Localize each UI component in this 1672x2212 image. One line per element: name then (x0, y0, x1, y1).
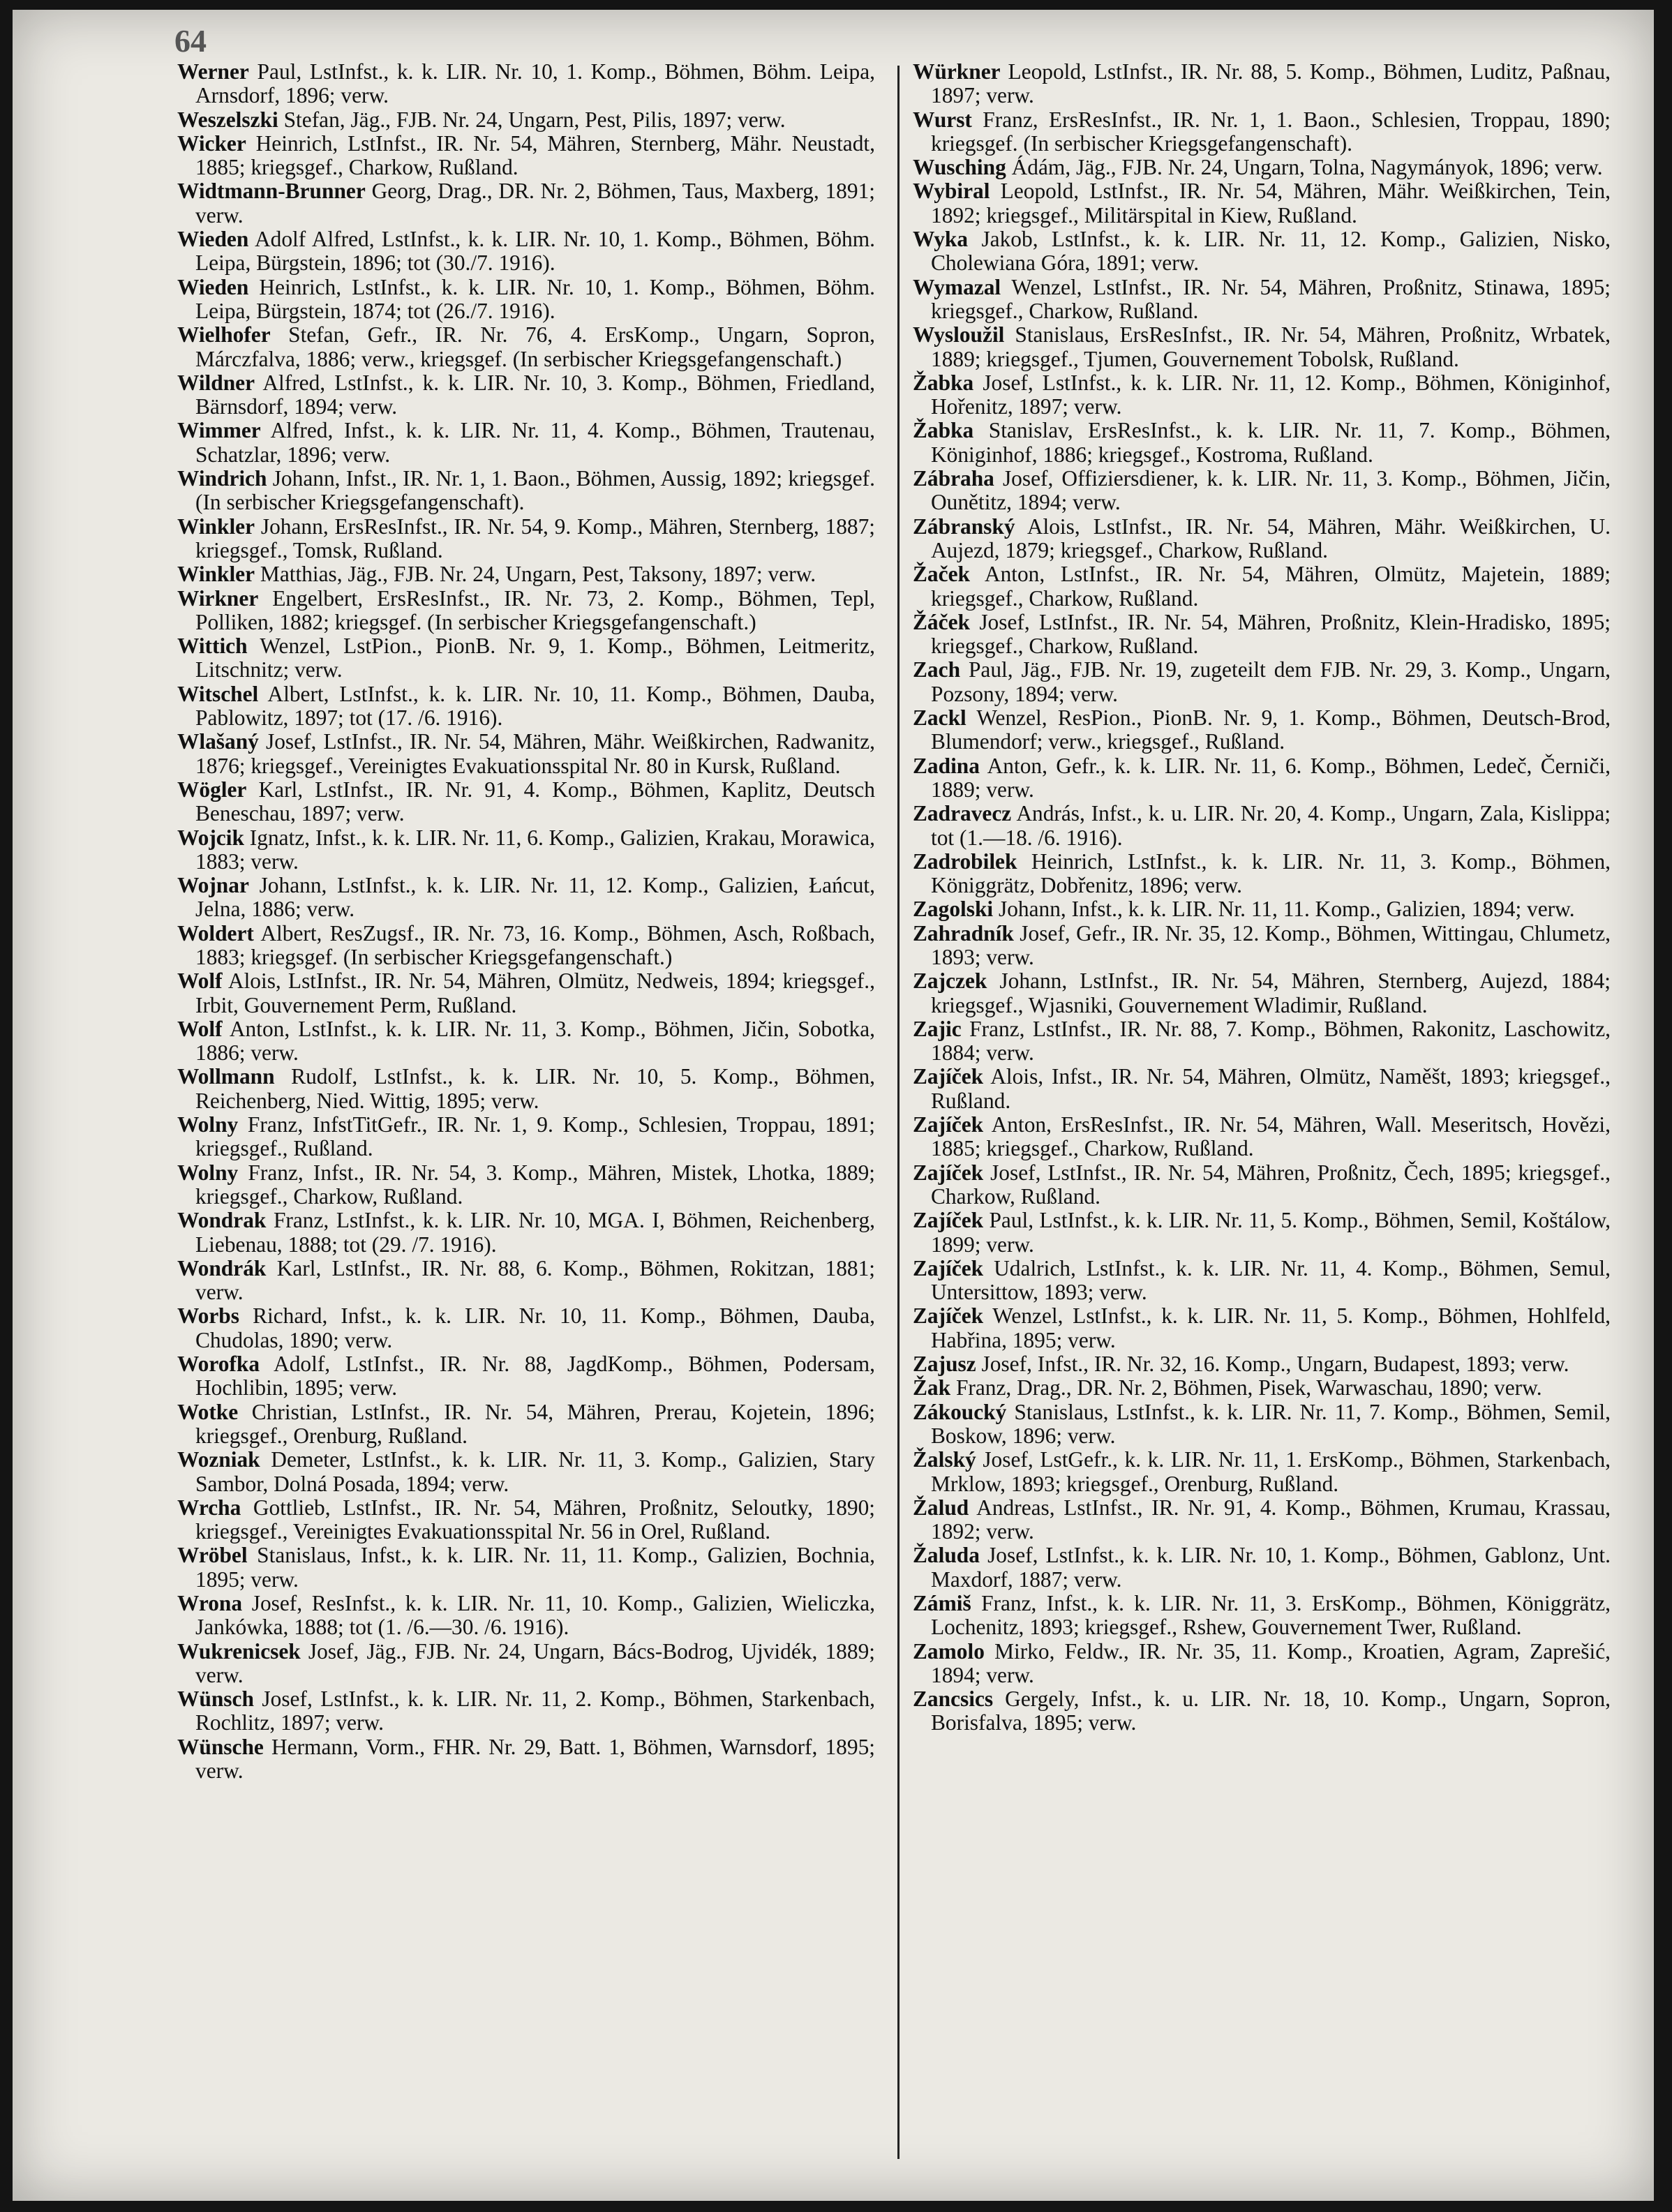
list-entry (177, 587, 875, 635)
entry-details: Stanislaus, LstInfst., k. k. LIR. Nr. 11, 7. Komp., Böhmen, Semil, Boskow, 1896; verw. (931, 1399, 1611, 1448)
list-entry (913, 802, 1611, 850)
list-entry (913, 1592, 1611, 1640)
list-entry (177, 1544, 875, 1592)
list-entry (913, 1640, 1611, 1688)
list-entry (913, 323, 1611, 371)
entry-details: Andreas, LstInfst., IR. Nr. 91, 4. Komp., Böhmen, Krumau, Krassau, 1892; verw. (931, 1495, 1611, 1544)
entry-surname: Zahradník (913, 920, 1014, 946)
entry-details: Josef, LstGefr., k. k. LIR. Nr. 11, 1. ErsKomp., Böhmen, Starkenbach, Mrklow, 1893; kriegsgef., Orenburg, Rußland. (931, 1447, 1611, 1496)
list-entry (177, 1735, 875, 1784)
list-entry (177, 634, 875, 682)
entry-details: András, Infst., k. u. LIR. Nr. 20, 4. Komp., Ungarn, Zala, Kislippa; tot (1.—18. /6. 1916). (931, 801, 1611, 850)
entry-surname: Zancsics (913, 1687, 994, 1712)
entry-details: Heinrich, LstInfst., k. k. LIR. Nr. 10, 1. Komp., Böhmen, Böhm. Leipa, Bürgstein, 1874; tot (26./7. 1916). (195, 274, 875, 323)
list-entry (913, 1065, 1611, 1113)
list-entry (913, 969, 1611, 1017)
list-entry (913, 1257, 1611, 1305)
list-entry (913, 1113, 1611, 1161)
entry-surname: Žaluda (913, 1543, 980, 1568)
entry-surname: Zajíček (913, 1112, 984, 1137)
entry-surname: Žabka (913, 418, 974, 443)
list-entry (913, 922, 1611, 970)
entry-surname: Zajczek (913, 969, 987, 994)
list-entry (913, 706, 1611, 754)
entry-details: Albert, LstInfst., k. k. LIR. Nr. 10, 11. Komp., Böhmen, Dauba, Pablowitz, 1897; tot (17. /6. 1916). (195, 681, 875, 731)
entry-details: Josef, Gefr., IR. Nr. 35, 12. Komp., Böhmen, Wittingau, Chlumetz, 1893; verw. (931, 920, 1611, 969)
entry-surname: Wolny (177, 1112, 239, 1137)
entry-details: Franz, Drag., DR. Nr. 2, Böhmen, Pisek, Warwaschau, 1890; verw. (950, 1375, 1542, 1400)
entry-surname: Wondrak (177, 1208, 267, 1233)
entry-surname: Wielhofer (177, 322, 271, 348)
entry-surname: Wolny (177, 1160, 239, 1185)
list-entry (177, 826, 875, 874)
list-entry (913, 1400, 1611, 1449)
list-entry (177, 562, 875, 586)
entry-details: Franz, ErsResInfst., IR. Nr. 1, 1. Baon., Schlesien, Troppau, 1890; kriegsgef. (In serbischer Kriegsgefangenschaft). (931, 107, 1611, 156)
entry-surname: Wicker (177, 130, 246, 156)
entry-surname: Wojnar (177, 873, 249, 898)
list-entry (177, 1640, 875, 1688)
entry-surname: Würkner (913, 59, 1001, 84)
entry-surname: Zagolski (913, 897, 994, 922)
entry-details: Paul, LstInfst., k. k. LIR. Nr. 11, 5. Komp., Böhmen, Semil, Koštálow, 1899; verw. (931, 1208, 1611, 1257)
entry-surname: Wolf (177, 969, 223, 994)
entry-details: Josef, Infst., IR. Nr. 32, 16. Komp., Ungarn, Budapest, 1893; verw. (976, 1352, 1569, 1377)
entry-surname: Widtmann-Brunner (177, 179, 366, 204)
entry-surname: Winkler (177, 514, 255, 539)
list-entry (913, 1017, 1611, 1066)
entry-details: Josef, ResInfst., k. k. LIR. Nr. 11, 10. Komp., Galizien, Wieliczka, Jankówka, 1888; tot (1. /6.—30. /6. 1916). (195, 1591, 875, 1640)
entry-surname: Worofka (177, 1352, 260, 1377)
entry-details: Alfred, LstInfst., k. k. LIR. Nr. 10, 3. Komp., Böhmen, Friedland, Bärnsdorf, 1894; verw. (195, 370, 875, 419)
list-entry (177, 419, 875, 467)
entry-details: Wenzel, LstInfst., IR. Nr. 54, Mähren, Proßnitz, Stinawa, 1895; kriegsgef., Charkow, Rußland. (931, 274, 1611, 323)
entry-surname: Weszelszki (177, 107, 278, 132)
entry-surname: Winkler (177, 562, 255, 587)
entry-surname: Werner (177, 59, 249, 84)
list-entry (177, 969, 875, 1017)
list-entry (913, 1376, 1611, 1400)
entry-details: Matthias, Jäg., FJB. Nr. 24, Ungarn, Pest, Taksony, 1897; verw. (255, 562, 816, 587)
list-entry (177, 1257, 875, 1305)
list-entry (177, 179, 875, 227)
entry-details: Franz, LstInfst., k. k. LIR. Nr. 10, MGA. I, Böhmen, Reichenberg, Liebenau, 1888; tot (29. /7. 1916). (195, 1208, 875, 1257)
entry-details: Wenzel, ResPion., PionB. Nr. 9, 1. Komp., Böhmen, Deutsch-Brod, Blumendorf; verw., kriegsgef., Rußland. (931, 705, 1611, 754)
entry-surname: Wieden (177, 274, 249, 299)
entry-surname: Žalud (913, 1495, 969, 1520)
list-entry (913, 1544, 1611, 1592)
entry-details: Johann, Infst., IR. Nr. 1, 1. Baon., Böhmen, Aussig, 1892; kriegsgef. (In serbischer Kriegsgefangenschaft). (195, 466, 875, 515)
entry-details: Josef, LstInfst., IR. Nr. 54, Mähren, Proßnitz, Klein-Hradisko, 1895; kriegsgef., Charkow, Rußland. (931, 609, 1611, 659)
entry-surname: Wrcha (177, 1495, 241, 1520)
column-divider (897, 66, 900, 2159)
entry-details: Leopold, LstInfst., IR. Nr. 88, 5. Komp., Böhmen, Luditz, Paßnau, 1897; verw. (931, 59, 1611, 108)
list-entry (177, 515, 875, 563)
entry-details: Leopold, LstInfst., IR. Nr. 54, Mähren, Mähr. Weißkirchen, Tein, 1892; kriegsgef., Militärspital in Kiew, Rußland. (931, 179, 1611, 227)
list-entry (177, 1161, 875, 1209)
list-entry (177, 276, 875, 324)
entry-details: Wenzel, LstPion., PionB. Nr. 9, 1. Komp., Böhmen, Leitmeritz, Litschnitz; verw. (195, 634, 875, 682)
entry-details: Franz, Infst., k. k. LIR. Nr. 11, 3. ErsKomp., Böhmen, Königgrätz, Lochenitz, 1893; kriegsgef., Rshew, Gouvernement Twer, Rußland. (931, 1591, 1611, 1640)
entry-details: Stanislav, ErsResInfst., k. k. LIR. Nr. 11, 7. Komp., Böhmen, Königinhof, 1886; kriegsgef., Kostroma, Rußland. (931, 418, 1611, 467)
list-entry (913, 227, 1611, 276)
entry-surname: Wurst (913, 107, 972, 132)
entry-surname: Zámiš (913, 1591, 971, 1615)
entry-surname: Wirkner (177, 585, 259, 611)
list-entry (177, 1304, 875, 1352)
entry-surname: Wusching (913, 155, 1006, 180)
entry-details: Stefan, Jäg., FJB. Nr. 24, Ungarn, Pest, Pilis, 1897; verw. (278, 107, 786, 132)
entry-details: Stanislaus, ErsResInfst., IR. Nr. 54, Mähren, Proßnitz, Wrbatek, 1889; kriegsgef., Tjumen, Gouvernement Tobolsk, Rußland. (931, 322, 1611, 371)
list-entry (177, 108, 875, 132)
list-entry (913, 1161, 1611, 1209)
list-entry (913, 897, 1611, 921)
entry-details: Johann, Infst., k. k. LIR. Nr. 11, 11. Komp., Galizien, 1894; verw. (993, 897, 1575, 922)
entry-surname: Wolf (177, 1016, 223, 1041)
entry-details: Georg, Drag., DR. Nr. 2, Böhmen, Taus, Maxberg, 1891; verw. (195, 179, 875, 227)
entry-details: Josef, LstInfst., IR. Nr. 54, Mähren, Mähr. Weißkirchen, Radwanitz, 1876; kriegsgef., Vereinigtes Evakuationsspital Nr. 80 in Kursk, Rußland. (195, 729, 875, 778)
entry-surname: Zábranský (913, 514, 1015, 539)
list-entry (913, 1304, 1611, 1352)
entry-details: Udalrich, LstInfst., k. k. LIR. Nr. 11, 4. Komp., Böhmen, Semul, Untersittow, 1893; verw. (931, 1255, 1611, 1305)
entry-details: Karl, LstInfst., IR. Nr. 88, 6. Komp., Böhmen, Rokitzan, 1881; verw. (195, 1255, 875, 1305)
entry-surname: Witschel (177, 681, 259, 706)
page-number: 64 (174, 23, 207, 59)
entry-surname: Wrona (177, 1591, 243, 1615)
entry-details: Anton, ErsResInfst., IR. Nr. 54, Mähren, Wall. Meseritsch, Hovězi, 1885; kriegsgef., Charkow, Rußland. (931, 1112, 1611, 1161)
entry-surname: Wollmann (177, 1064, 275, 1089)
entry-details: Stefan, Gefr., IR. Nr. 76, 4. ErsKomp., Ungarn, Sopron, Márczfalva, 1886; verw., kriegsgef. (In serbischer Kriegsgefangenschaft.) (195, 322, 875, 371)
list-entry (913, 754, 1611, 802)
entry-details: Wenzel, LstInfst., k. k. LIR. Nr. 11, 5. Komp., Böhmen, Hohlfeld, Habřina, 1895; verw. (931, 1303, 1611, 1352)
entry-surname: Zackl (913, 705, 966, 731)
list-entry (177, 1687, 875, 1735)
right-column (913, 60, 1611, 1735)
list-entry (913, 611, 1611, 659)
list-entry (177, 1448, 875, 1496)
entry-surname: Wlašaný (177, 729, 259, 754)
entry-details: Engelbert, ErsResInfst., IR. Nr. 73, 2. Komp., Böhmen, Tepl, Polliken, 1882; kriegsgef. (In serbischer Kriegsgefangenschaft.) (195, 585, 875, 634)
entry-details: Heinrich, LstInfst., IR. Nr. 54, Mähren, Sternberg, Mähr. Neustadt, 1885; kriegsgef., Charkow, Rußland. (195, 130, 875, 180)
entry-details: Anton, LstInfst., k. k. LIR. Nr. 11, 3. Komp., Böhmen, Jičin, Sobotka, 1886; verw. (195, 1016, 875, 1066)
list-entry (177, 1400, 875, 1449)
list-entry (913, 371, 1611, 419)
entry-details: Alois, LstInfst., IR. Nr. 54, Mähren, Mähr. Weißkirchen, U. Aujezd, 1879; kriegsgef., Charkow, Rußland. (931, 514, 1611, 562)
entry-surname: Zajíček (913, 1160, 984, 1185)
list-entry (913, 276, 1611, 324)
entry-details: Ádám, Jäg., FJB. Nr. 24, Ungarn, Tolna, Nagymányok, 1896; verw. (1006, 155, 1603, 180)
entry-surname: Wotke (177, 1399, 239, 1424)
entry-surname: Wozniak (177, 1447, 260, 1472)
list-entry (177, 467, 875, 515)
entry-surname: Wildner (177, 370, 255, 395)
entry-details: Alois, LstInfst., IR. Nr. 54, Mähren, Olmütz, Nedweis, 1894; kriegsgef., Irbit, Gouvernement Perm, Rußland. (195, 969, 875, 1017)
list-entry (177, 1065, 875, 1113)
entry-surname: Žalský (913, 1447, 976, 1472)
list-entry (913, 562, 1611, 611)
list-entry (913, 515, 1611, 563)
entry-details: Johann, LstInfst., IR. Nr. 54, Mähren, Sternberg, Aujezd, 1884; kriegsgef., Wjasniki, Gouvernement Wladimir, Rußland. (931, 969, 1611, 1017)
list-entry (913, 1496, 1611, 1544)
list-entry (177, 60, 875, 108)
entry-surname: Zajíček (913, 1303, 984, 1329)
entry-surname: Žabka (913, 370, 974, 395)
entry-details: Josef, Jäg., FJB. Nr. 24, Ungarn, Bács-Bodrog, Ujvidék, 1889; verw. (195, 1638, 875, 1687)
list-entry (913, 1209, 1611, 1257)
entry-surname: Wögler (177, 777, 247, 802)
list-entry (913, 179, 1611, 227)
entry-details: Jakob, LstInfst., k. k. LIR. Nr. 11, 12. Komp., Galizien, Nisko, Cholewiana Góra, 1891; verw. (931, 227, 1611, 276)
entry-surname: Žáček (913, 609, 970, 634)
entry-details: Gergely, Infst., k. u. LIR. Nr. 18, 10. Komp., Ungarn, Sopron, Borisfalva, 1895; verw. (931, 1687, 1611, 1735)
list-entry (177, 132, 875, 180)
entry-details: Alois, Infst., IR. Nr. 54, Mähren, Olmütz, Naměšt, 1893; kriegsgef., Rußland. (931, 1064, 1611, 1113)
list-entry (177, 323, 875, 371)
list-entry (177, 730, 875, 778)
entry-details: Johann, LstInfst., k. k. LIR. Nr. 11, 12. Komp., Galizien, Łańcut, Jelna, 1886; verw. (195, 873, 875, 922)
entry-surname: Zajíček (913, 1064, 984, 1089)
entry-surname: Wünsche (177, 1734, 264, 1759)
entry-surname: Wünsch (177, 1687, 254, 1712)
entry-details: Christian, LstInfst., IR. Nr. 54, Mähren, Prerau, Kojetein, 1896; kriegsgef., Orenburg, Rußland. (195, 1399, 875, 1448)
entry-surname: Zábraha (913, 466, 994, 491)
entry-details: Josef, Offiziersdiener, k. k. LIR. Nr. 11, 3. Komp., Böhmen, Jičin, Ounětitz, 1894; verw. (931, 466, 1611, 515)
list-entry (913, 850, 1611, 898)
entry-surname: Zamolo (913, 1638, 985, 1664)
entry-surname: Wittich (177, 634, 248, 659)
list-entry (913, 156, 1611, 179)
left-column (177, 60, 875, 1783)
entry-details: Adolf Alfred, LstInfst., k. k. LIR. Nr. 10, 1. Komp., Böhmen, Böhm. Leipa, Bürgstein, 1896; tot (30./7. 1916). (195, 227, 875, 276)
entry-details: Franz, LstInfst., IR. Nr. 88, 7. Komp., Böhmen, Rakonitz, Laschowitz, 1884; verw. (931, 1016, 1611, 1066)
entry-surname: Windrich (177, 466, 267, 491)
entry-surname: Zach (913, 657, 961, 682)
list-entry (913, 658, 1611, 706)
list-entry (177, 1496, 875, 1544)
entry-surname: Zajic (913, 1016, 962, 1041)
entry-details: Josef, LstInfst., k. k. LIR. Nr. 11, 12. Komp., Böhmen, Königinhof, Hořenitz, 1897; verw. (931, 370, 1611, 419)
list-entry (177, 778, 875, 826)
entry-surname: Wondrák (177, 1255, 267, 1280)
document-page (13, 10, 1654, 2201)
entry-surname: Wysloužil (913, 322, 1005, 348)
entry-details: Rudolf, LstInfst., k. k. LIR. Nr. 10, 5. Komp., Böhmen, Reichenberg, Nied. Wittig, 1895; verw. (195, 1064, 875, 1113)
entry-details: Josef, LstInfst., k. k. LIR. Nr. 10, 1. Komp., Böhmen, Gablonz, Unt. Maxdorf, 1887; verw. (931, 1543, 1611, 1592)
entry-details: Franz, InfstTitGefr., IR. Nr. 1, 9. Komp., Schlesien, Troppau, 1891; kriegsgef., Rußland. (195, 1112, 875, 1161)
entry-details: Anton, Gefr., k. k. LIR. Nr. 11, 6. Komp., Böhmen, Ledeč, Černiči, 1889; verw. (931, 753, 1611, 802)
list-entry (913, 1687, 1611, 1735)
entry-surname: Zákoucký (913, 1399, 1007, 1424)
list-entry (913, 60, 1611, 108)
entry-surname: Wymazal (913, 274, 1001, 299)
entry-surname: Zadrobilek (913, 849, 1017, 874)
list-entry (177, 1592, 875, 1640)
entry-details: Adolf, LstInfst., IR. Nr. 88, JagdKomp., Böhmen, Podersam, Hochlibin, 1895; verw. (195, 1352, 875, 1400)
entry-details: Mirko, Feldw., IR. Nr. 35, 11. Komp., Kroatien, Agram, Zaprešić, 1894; verw. (931, 1638, 1611, 1687)
entry-details: Demeter, LstInfst., k. k. LIR. Nr. 11, 3. Komp., Galizien, Stary Sambor, Dolná Posada, 1894; verw. (195, 1447, 875, 1496)
list-entry (177, 874, 875, 922)
entry-details: Karl, LstInfst., IR. Nr. 91, 4. Komp., Böhmen, Kaplitz, Deutsch Beneschau, 1897; verw. (195, 777, 875, 826)
entry-details: Richard, Infst., k. k. LIR. Nr. 10, 11. Komp., Böhmen, Dauba, Chudolas, 1890; verw. (195, 1303, 875, 1352)
entry-surname: Wukrenicsek (177, 1638, 301, 1664)
list-entry (913, 1352, 1611, 1376)
list-entry (913, 419, 1611, 467)
entry-details: Paul, LstInfst., k. k. LIR. Nr. 10, 1. Komp., Böhmen, Böhm. Leipa, Arnsdorf, 1896; verw. (195, 59, 875, 108)
entry-details: Hermann, Vorm., FHR. Nr. 29, Batt. 1, Böhmen, Warnsdorf, 1895; verw. (195, 1734, 875, 1784)
entry-surname: Wybiral (913, 179, 990, 204)
list-entry (177, 371, 875, 419)
list-entry (913, 467, 1611, 515)
list-entry (913, 1448, 1611, 1496)
entry-surname: Žaček (913, 562, 970, 587)
entry-surname: Wojcik (177, 825, 244, 850)
entry-details: Josef, LstInfst., IR. Nr. 54, Mähren, Proßnitz, Čech, 1895; kriegsgef., Charkow, Rußland. (931, 1160, 1611, 1209)
list-entry (177, 1352, 875, 1400)
entry-surname: Wimmer (177, 418, 261, 443)
entry-details: Heinrich, LstInfst., k. k. LIR. Nr. 11, 3. Komp., Böhmen, Königgrätz, Dobřenitz, 1896; verw. (931, 849, 1611, 898)
entry-surname: Zadina (913, 753, 980, 778)
entry-details: Stanislaus, Infst., k. k. LIR. Nr. 11, 11. Komp., Galizien, Bochnia, 1895; verw. (195, 1543, 875, 1592)
entry-surname: Worbs (177, 1303, 239, 1329)
entry-details: Paul, Jäg., FJB. Nr. 19, zugeteilt dem FJB. Nr. 29, 3. Komp., Ungarn, Pozsony, 1894; verw. (931, 657, 1611, 706)
entry-surname: Zadravecz (913, 801, 1012, 826)
entry-details: Johann, ErsResInfst., IR. Nr. 54, 9. Komp., Mähren, Sternberg, 1887; kriegsgef., Tomsk, Rußland. (195, 514, 875, 562)
entry-details: Gottlieb, LstInfst., IR. Nr. 54, Mähren, Proßnitz, Seloutky, 1890; kriegsgef., Vereinigtes Evakuationsspital Nr. 56 in Orel, Rußland. (195, 1495, 875, 1544)
entry-details: Ignatz, Infst., k. k. LIR. Nr. 11, 6. Komp., Galizien, Krakau, Morawica, 1883; verw. (195, 825, 875, 874)
list-entry (177, 1017, 875, 1066)
list-entry (177, 922, 875, 970)
entry-surname: Wröbel (177, 1543, 248, 1568)
list-entry (177, 1113, 875, 1161)
list-entry (177, 682, 875, 731)
entry-surname: Zajíček (913, 1255, 984, 1280)
entry-details: Alfred, Infst., k. k. LIR. Nr. 11, 4. Komp., Böhmen, Trautenau, Schatzlar, 1896; verw. (195, 418, 875, 467)
entry-surname: Zajíček (913, 1208, 984, 1233)
entry-details: Franz, Infst., IR. Nr. 54, 3. Komp., Mähren, Mistek, Lhotka, 1889; kriegsgef., Charkow, Rußland. (195, 1160, 875, 1209)
entry-surname: Woldert (177, 920, 254, 946)
entry-surname: Wieden (177, 227, 249, 252)
list-entry (177, 1209, 875, 1257)
entry-details: Albert, ResZugsf., IR. Nr. 73, 16. Komp., Böhmen, Asch, Roßbach, 1883; kriegsgef. (In serbischer Kriegsgefangenschaft.) (195, 920, 875, 969)
entry-details: Josef, LstInfst., k. k. LIR. Nr. 11, 2. Komp., Böhmen, Starkenbach, Rochlitz, 1897; verw. (195, 1687, 875, 1735)
list-entry (913, 108, 1611, 156)
entry-surname: Wyka (913, 227, 969, 252)
entry-details: Anton, LstInfst., IR. Nr. 54, Mähren, Olmütz, Majetein, 1889; kriegsgef., Charkow, Rußland. (931, 562, 1611, 611)
entry-surname: Žak (913, 1375, 951, 1400)
list-entry (177, 227, 875, 276)
entry-surname: Zajusz (913, 1352, 976, 1377)
